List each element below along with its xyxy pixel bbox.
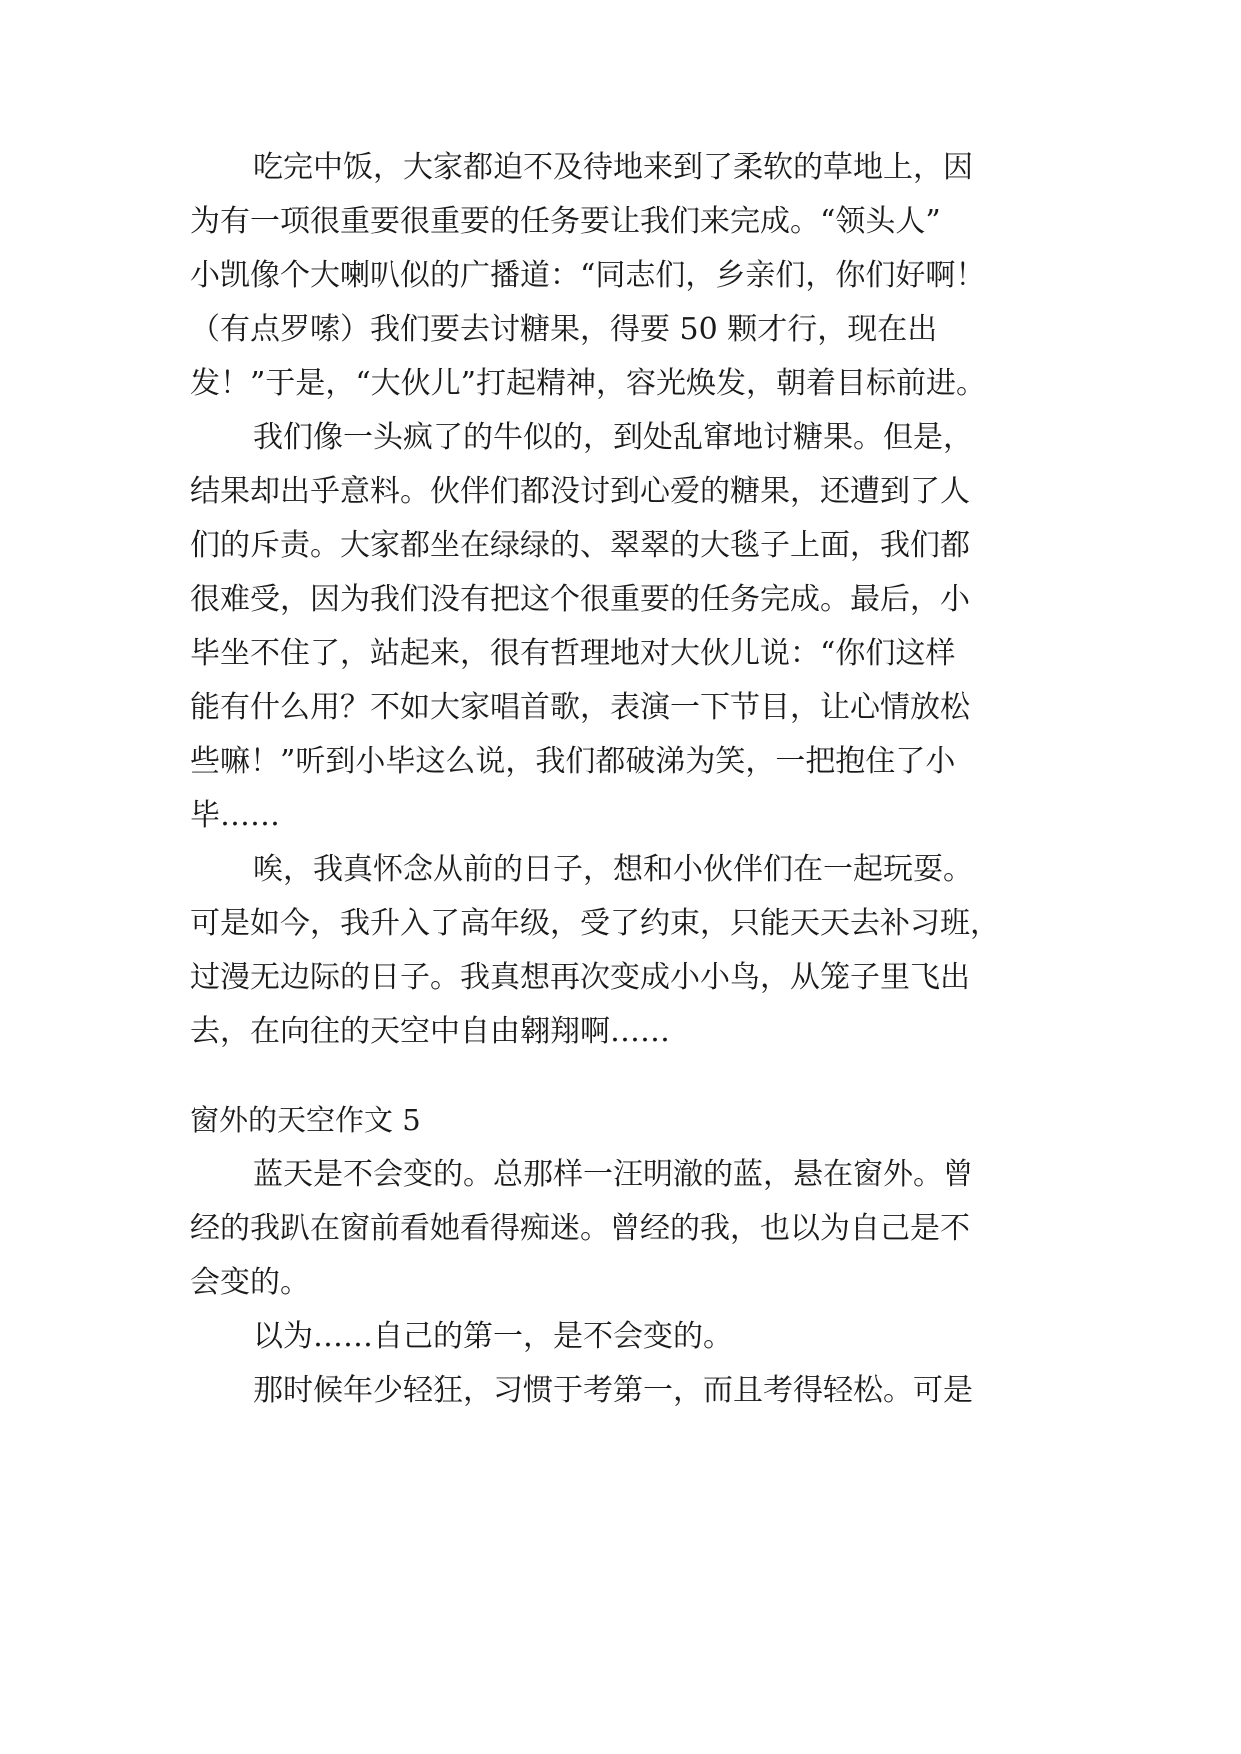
paragraph-2-line-3: 们的斥责。大家都坐在绿绿的、翠翠的大毯子上面，我们都 [190, 528, 970, 563]
paragraph-3-line-2: 可是如今，我升入了高年级，受了约束，只能天天去补习班， [190, 906, 1000, 941]
paragraph-3-line-3: 过漫无边际的日子。我真想再次变成小小鸟，从笼子里飞出 [190, 960, 970, 995]
paragraph-2-line-2: 结果却出乎意料。伙伴们都没讨到心爱的糖果，还遭到了人 [190, 474, 970, 509]
paragraph-2-line-7: 些嘛！”听到小毕这么说，我们都破涕为笑，一把抱住了小 [190, 744, 956, 779]
paragraph-1-line-3: 小凯像个大喇叭似的广播道：“同志们，乡亲们，你们好啊！ [190, 258, 986, 293]
paragraph-2-line-8: 毕…… [190, 798, 280, 833]
paragraph-4-line-1: 蓝天是不会变的。总那样一汪明澈的蓝，悬在窗外。曾 [253, 1157, 973, 1192]
paragraph-2-line-4: 很难受，因为我们没有把这个很重要的任务完成。最后，小 [190, 582, 970, 617]
paragraph-1-line-4: （有点罗嗦）我们要去讨糖果，得要 50 颗才行，现在出 [190, 312, 938, 347]
paragraph-1-line-5: 发！”于是，“大伙儿”打起精神，容光焕发，朝着目标前进。 [190, 366, 987, 401]
paragraph-1-line-1: 吃完中饭，大家都迫不及待地来到了柔软的草地上，因 [253, 150, 973, 185]
paragraph-2-line-6: 能有什么用？不如大家唱首歌，表演一下节目，让心情放松 [190, 690, 970, 725]
essay-heading: 窗外的天空作文 5 [190, 1103, 421, 1137]
paragraph-2-line-5: 毕坐不住了，站起来，很有哲理地对大伙儿说：“你们这样 [190, 636, 956, 671]
paragraph-4-line-3: 会变的。 [190, 1265, 310, 1300]
paragraph-1-line-2: 为有一项很重要很重要的任务要让我们来完成。“领头人” [190, 204, 941, 239]
paragraph-6-line-1: 那时候年少轻狂，习惯于考第一，而且考得轻松。可是 [253, 1373, 973, 1408]
paragraph-3-line-4: 去，在向往的天空中自由翱翔啊…… [190, 1014, 670, 1049]
paragraph-4-line-2: 经的我趴在窗前看她看得痴迷。曾经的我，也以为自己是不 [190, 1211, 970, 1246]
paragraph-5-line-1: 以为……自己的第一，是不会变的。 [253, 1319, 733, 1354]
paragraph-2-line-1: 我们像一头疯了的牛似的，到处乱窜地讨糖果。但是， [253, 420, 973, 455]
paragraph-3-line-1: 唉，我真怀念从前的日子，想和小伙伴们在一起玩耍。 [253, 852, 973, 887]
